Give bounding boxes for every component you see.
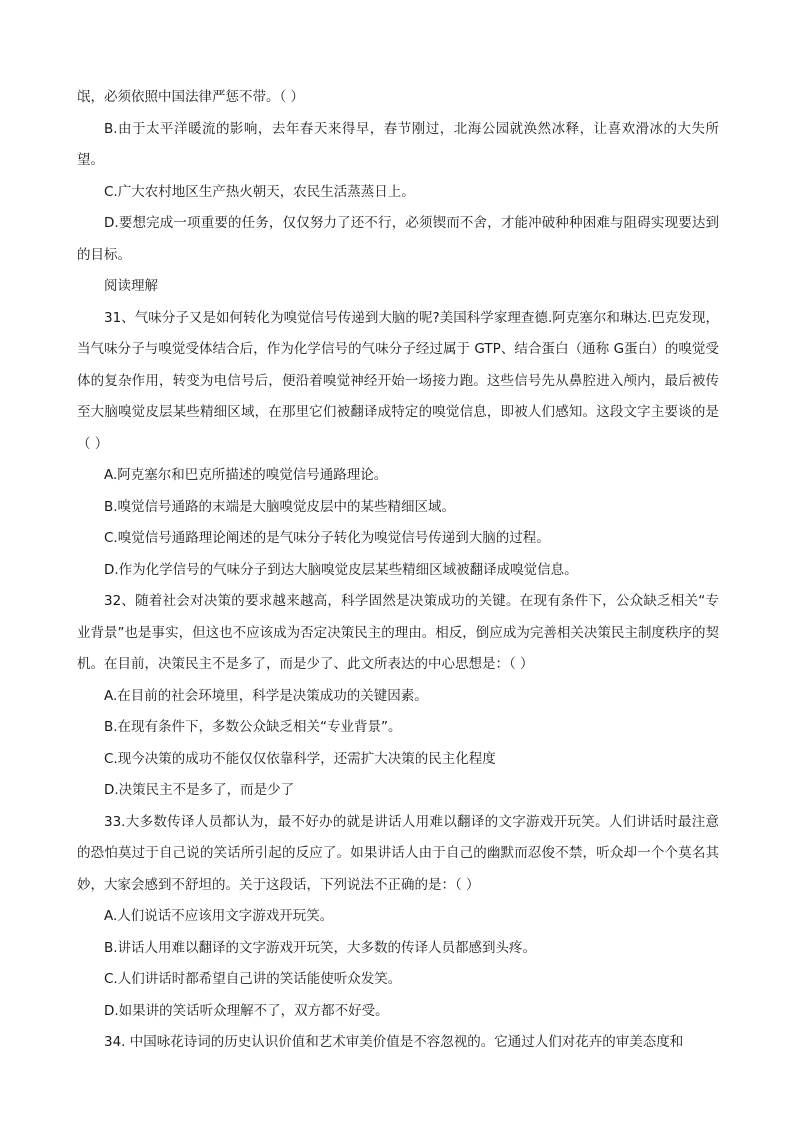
paragraph-continuation: 氓，必须依照中国法律严惩不带。（ ） [77, 89, 305, 105]
q33-option-c: C.人们讲话时都希望自己讲的笑话能使听众发笑。 [104, 971, 402, 987]
q31-option-d: D.作为化学信号的气味分子到达大脑嗅觉皮层某些精细区域被翻译成嗅觉信息。 [104, 561, 578, 578]
q32-option-b: B.在现有条件下，多数公众缺乏相关“专业背景”。 [104, 719, 402, 735]
option-b-previous: B.由于太平洋暖流的影响，去年春天来得早，春节刚过，北海公园就涣然冰释，让喜欢滑冰的大失所望。 [77, 120, 719, 168]
document-page [77, 82, 719, 1059]
question-31: 31、气味分子又是如何转化为嗅觉信号传递到大脑的呢?美国科学家理查德.阿克塞尔和琳达.巴克发现，当气味分子与嗅觉受体结合后，作为化学信号的气味分子经过属于 GTP、结合蛋白（通称 G蛋白）的嗅觉受体的复杂作用，转变为电信号后，便沿着嗅觉神经开始一场接力跑。这些信号先从鼻腔进入颅内，最后被传至大脑嗅觉皮层某些精细区域，在那里它们被翻译成特定的嗅觉信息，即被人们感知。这段文字主要谈的是（ ） [77, 309, 719, 452]
q32-option-c: C.现今决策的成功不能仅仅依靠科学，还需扩大决策的民主化程度 [104, 750, 496, 767]
q33-option-b: B.讲话人用难以翻译的文字游戏开玩笑，大多数的传译人员都感到头疼。 [104, 939, 537, 956]
q31-option-c: C.嗅觉信号通路理论阐述的是气味分子转化为嗅觉信号传递到大脑的过程。 [104, 530, 550, 546]
question-33: 33.大多数传译人员都认为，最不好办的就是讲话人用难以翻译的文字游戏开玩笑。人们讲话时最注意的恐怕莫过于自己说的笑话所引起的反应了。如果讲话人由于自己的幽默而忍俊不禁，听众却一个个莫名其妙，大家会感到不舒坦的。关于这段话，下列说法不正确的是：（ ） [77, 813, 719, 893]
q32-option-d: D.决策民主不是多了，而是少了 [104, 782, 295, 798]
q31-option-a: A.阿克塞尔和巴克所描述的嗅觉信号通路理论。 [104, 467, 388, 483]
option-c-previous: C.广大农村地区生产热火朝天，农民生活蒸蒸日上。 [104, 183, 415, 200]
option-d-previous: D.要想完成一项重要的任务，仅仅努力了还不行，必须锲而不舍，才能冲破种种困难与阻碍实现要达到的目标。 [77, 215, 719, 263]
section-heading: 阅读理解 [104, 278, 158, 294]
q32-option-a: A.在目前的社会环境里，科学是决策成功的关键因素。 [104, 687, 428, 704]
q31-option-b: B.嗅觉信号通路的末端是大脑嗅觉皮层中的某些精细区域。 [104, 498, 456, 515]
question-34: 34. 中国咏花诗词的历史认识价值和艺术审美价值是不容忽视的。它通过人们对花卉的审美态度和 [104, 1034, 684, 1050]
q33-option-a: A.人们说话不应该用文字游戏开玩笑。 [104, 908, 334, 924]
q33-option-d: D.如果讲的笑话听众理解不了，双方都不好受。 [104, 1002, 389, 1019]
question-32: 32、随着社会对决策的要求越来越高，科学固然是决策成功的关键。在现有条件下，公众缺乏相关“专业背景”也是事实，但这也不应该成为否定决策民主的理由。相反，倒应成为完善相关决策民主制度秩序的契机。在目前，决策民主不是多了，而是少了、此文所表达的中心思想是：（ ） [77, 593, 719, 672]
